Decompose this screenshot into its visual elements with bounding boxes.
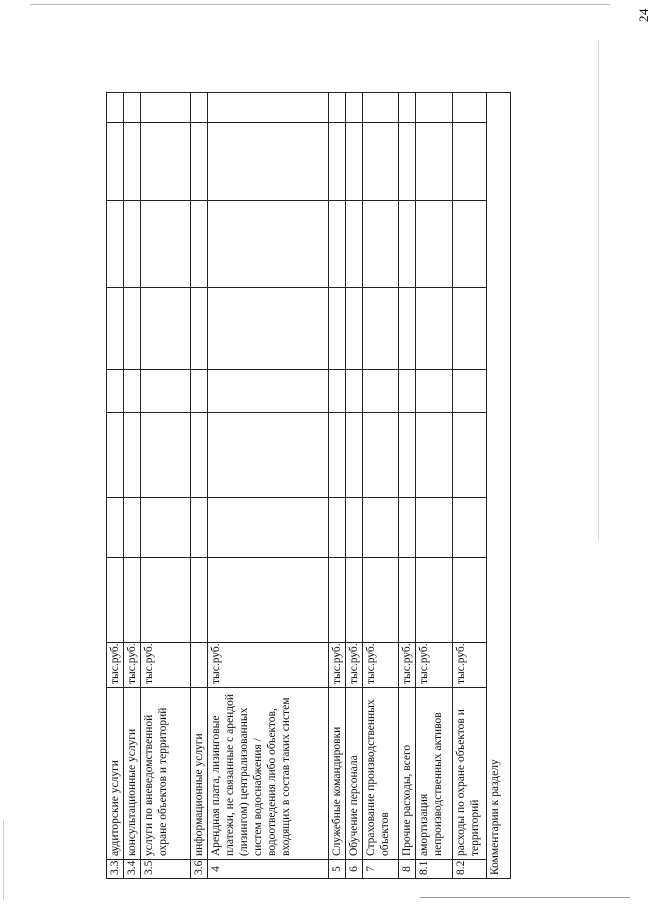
row-unit: тыс.руб. <box>399 643 416 688</box>
value-cell[interactable] <box>453 413 487 498</box>
value-cell[interactable] <box>416 288 453 370</box>
row-name: расходы по охране объектов и территорий <box>453 688 487 860</box>
value-cell[interactable] <box>363 123 399 201</box>
value-cell[interactable] <box>416 370 453 413</box>
value-cell[interactable] <box>346 288 363 370</box>
value-cell[interactable] <box>191 123 208 201</box>
value-cell[interactable] <box>208 370 329 413</box>
value-cell[interactable] <box>208 123 329 201</box>
row-name: услуги по вневедомственной охране объектов и территорий <box>141 688 191 860</box>
value-cell[interactable] <box>141 288 191 370</box>
value-cell[interactable] <box>329 413 346 498</box>
value-cell[interactable] <box>107 558 124 643</box>
row-number: 3.4 <box>124 860 141 879</box>
table-row <box>124 93 141 879</box>
value-cell[interactable] <box>453 201 487 288</box>
value-cell[interactable] <box>124 370 141 413</box>
value-cell[interactable] <box>191 288 208 370</box>
value-cell[interactable] <box>124 498 141 558</box>
row-unit: тыс.руб. <box>208 643 329 688</box>
table-row <box>363 93 399 879</box>
value-cell[interactable] <box>191 201 208 288</box>
table-row <box>399 93 416 879</box>
value-cell[interactable] <box>141 413 191 498</box>
value-cell[interactable] <box>208 558 329 643</box>
table-row <box>416 93 453 879</box>
value-cell[interactable] <box>399 413 416 498</box>
value-cell[interactable] <box>453 498 487 558</box>
row-unit: тыс.руб. <box>346 643 363 688</box>
table-row <box>208 93 329 879</box>
row-number: 8.1 <box>416 860 453 879</box>
rotated-table-container <box>106 93 502 879</box>
cost-table <box>106 92 511 879</box>
value-cell[interactable] <box>363 498 399 558</box>
row-number: 6 <box>346 860 363 879</box>
value-cell[interactable] <box>399 558 416 643</box>
value-cell[interactable] <box>329 370 346 413</box>
scan-artifact-top-line <box>30 4 610 5</box>
value-cell[interactable] <box>191 370 208 413</box>
value-cell[interactable] <box>453 93 487 123</box>
scan-artifact-bottom-edge <box>420 897 630 898</box>
table-row <box>141 93 191 879</box>
row-name: информационные услуги <box>191 688 208 860</box>
value-cell[interactable] <box>363 201 399 288</box>
value-cell[interactable] <box>329 201 346 288</box>
value-cell[interactable] <box>416 498 453 558</box>
value-cell[interactable] <box>107 370 124 413</box>
table-row <box>346 93 363 879</box>
comment-row <box>487 93 511 879</box>
value-cell[interactable] <box>453 558 487 643</box>
value-cell[interactable] <box>363 93 399 123</box>
value-cell[interactable] <box>416 93 453 123</box>
value-cell[interactable] <box>107 413 124 498</box>
scan-artifact-right-edge <box>598 40 599 540</box>
value-cell[interactable] <box>329 558 346 643</box>
table-row <box>453 93 487 879</box>
value-cell[interactable] <box>107 93 124 123</box>
value-cell[interactable] <box>399 498 416 558</box>
value-cell[interactable] <box>346 413 363 498</box>
row-number: 4 <box>208 860 329 879</box>
value-cell[interactable] <box>346 93 363 123</box>
row-name: консультационные услуги <box>124 688 141 860</box>
value-cell[interactable] <box>141 558 191 643</box>
table-row <box>329 93 346 879</box>
comment-label[interactable]: Комментарии к разделу <box>487 93 511 879</box>
row-number: 8 <box>399 860 416 879</box>
value-cell[interactable] <box>141 498 191 558</box>
value-cell[interactable] <box>363 288 399 370</box>
value-cell[interactable] <box>141 93 191 123</box>
value-cell[interactable] <box>107 498 124 558</box>
row-number: 3.6 <box>191 860 208 879</box>
row-name: аудиторские услуги <box>107 688 124 860</box>
table-row <box>191 93 208 879</box>
value-cell[interactable] <box>208 413 329 498</box>
value-cell[interactable] <box>208 201 329 288</box>
value-cell[interactable] <box>416 201 453 288</box>
page-number: 24 <box>636 8 651 22</box>
value-cell[interactable] <box>191 558 208 643</box>
row-number: 5 <box>329 860 346 879</box>
value-cell[interactable] <box>453 370 487 413</box>
value-cell[interactable] <box>107 288 124 370</box>
row-name: Обучение персонала <box>346 688 363 860</box>
row-number: 3.3 <box>107 860 124 879</box>
row-unit: тыс.руб. <box>141 643 191 688</box>
value-cell[interactable] <box>363 413 399 498</box>
row-name: Прочие расходы, всего <box>399 688 416 860</box>
value-cell[interactable] <box>191 93 208 123</box>
row-number: 3.5 <box>141 860 191 879</box>
value-cell[interactable] <box>329 123 346 201</box>
row-unit: тыс.руб. <box>363 643 399 688</box>
value-cell[interactable] <box>124 201 141 288</box>
value-cell[interactable] <box>399 93 416 123</box>
table-body <box>107 93 511 879</box>
row-name: Служебные командировки <box>329 688 346 860</box>
value-cell[interactable] <box>208 93 329 123</box>
value-cell[interactable] <box>399 288 416 370</box>
value-cell[interactable] <box>191 413 208 498</box>
row-unit: тыс.руб. <box>416 643 453 688</box>
value-cell[interactable] <box>329 288 346 370</box>
value-cell[interactable] <box>399 201 416 288</box>
value-cell[interactable] <box>191 498 208 558</box>
value-cell[interactable] <box>107 123 124 201</box>
value-cell[interactable] <box>416 123 453 201</box>
table-row <box>107 93 124 879</box>
value-cell[interactable] <box>141 370 191 413</box>
value-cell[interactable] <box>124 413 141 498</box>
value-cell[interactable] <box>346 123 363 201</box>
value-cell[interactable] <box>453 288 487 370</box>
value-cell[interactable] <box>124 93 141 123</box>
value-cell[interactable] <box>453 123 487 201</box>
value-cell[interactable] <box>124 123 141 201</box>
value-cell[interactable] <box>399 123 416 201</box>
value-cell[interactable] <box>346 558 363 643</box>
value-cell[interactable] <box>124 288 141 370</box>
row-unit <box>191 643 208 688</box>
value-cell[interactable] <box>416 413 453 498</box>
row-number: 7 <box>363 860 399 879</box>
value-cell[interactable] <box>107 201 124 288</box>
row-unit: тыс.руб. <box>329 643 346 688</box>
value-cell[interactable] <box>141 123 191 201</box>
value-cell[interactable] <box>416 558 453 643</box>
row-name: Арендная плата, лизинговые платежи, не связанные с арендой (лизингом) централизованных систем водоснабжения / водоотведения либо объектов, входящих в состав таких систем <box>208 688 329 860</box>
value-cell[interactable] <box>363 370 399 413</box>
value-cell[interactable] <box>329 498 346 558</box>
row-unit: тыс.руб. <box>453 643 487 688</box>
value-cell[interactable] <box>124 558 141 643</box>
value-cell[interactable] <box>141 201 191 288</box>
value-cell[interactable] <box>399 370 416 413</box>
value-cell[interactable] <box>329 93 346 123</box>
value-cell[interactable] <box>346 498 363 558</box>
row-unit: тыс.руб. <box>107 643 124 688</box>
value-cell[interactable] <box>208 288 329 370</box>
value-cell[interactable] <box>363 558 399 643</box>
value-cell[interactable] <box>346 370 363 413</box>
value-cell[interactable] <box>208 498 329 558</box>
row-unit: тыс.руб. <box>124 643 141 688</box>
scan-artifact-left-edge <box>3 820 4 900</box>
row-name: амортизация непроизводственных активов <box>416 688 453 860</box>
row-name: Страхование производственных объектов <box>363 688 399 860</box>
row-number: 8.2 <box>453 860 487 879</box>
value-cell[interactable] <box>346 201 363 288</box>
